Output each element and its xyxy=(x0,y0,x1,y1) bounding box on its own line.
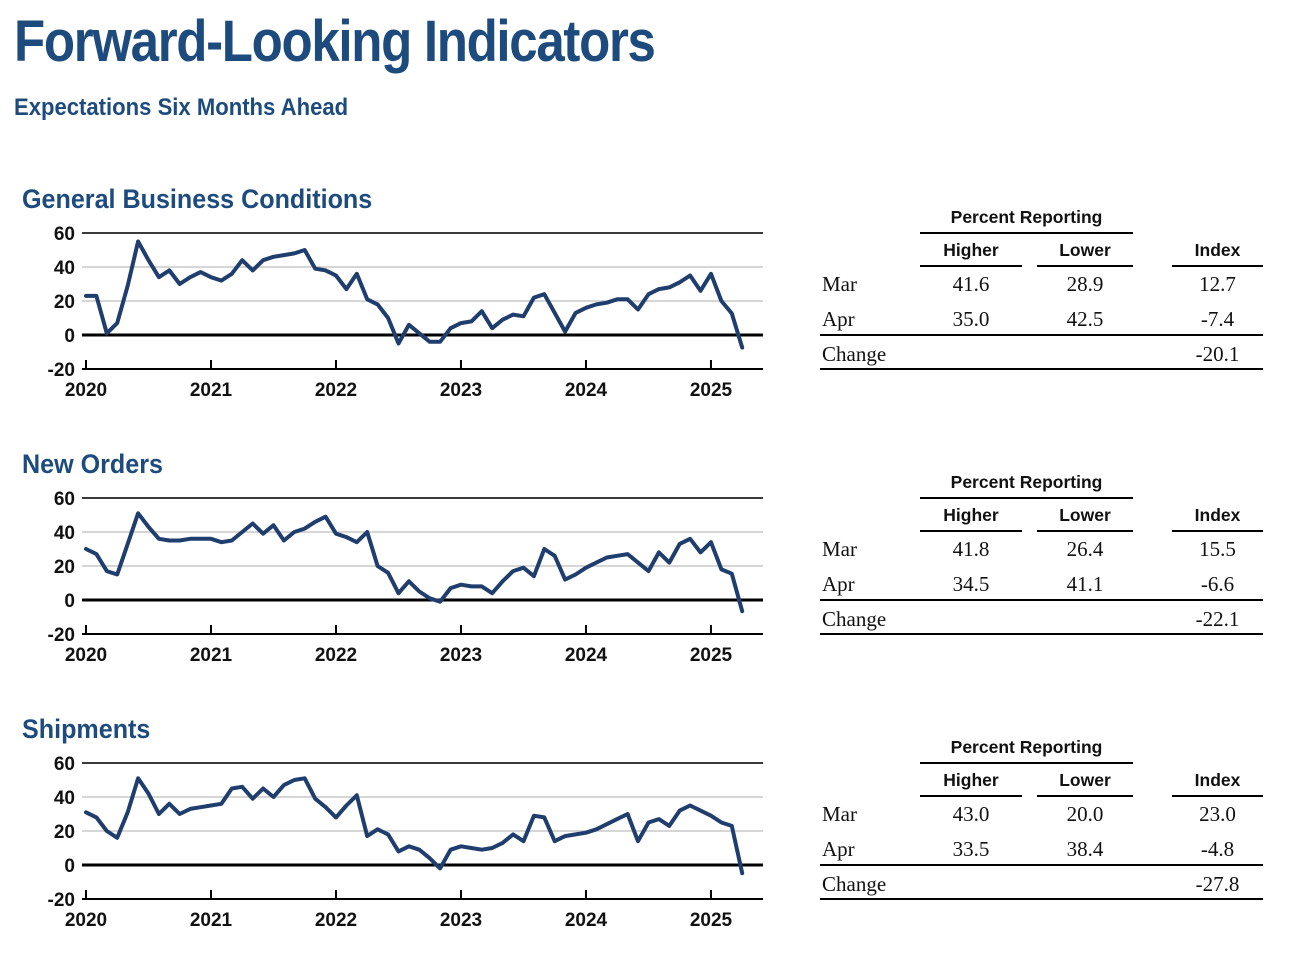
x-axis-label: 2024 xyxy=(564,380,608,401)
section-title-new-orders: New Orders xyxy=(22,449,163,479)
table-general-business-conditions xyxy=(820,205,1263,373)
y-axis-label: -20 xyxy=(47,890,75,911)
cell-apr-index: -4.8 xyxy=(1200,837,1235,861)
rule xyxy=(1172,795,1263,797)
data-line-New Orders xyxy=(86,513,742,611)
y-axis-label: 60 xyxy=(53,754,75,775)
cell-mar-higher: 41.8 xyxy=(952,537,990,561)
col-header-lower: Lower xyxy=(1059,505,1111,525)
cell-mar-lower: 28.9 xyxy=(1066,272,1104,296)
x-axis-label: 2021 xyxy=(189,910,233,931)
rule xyxy=(920,232,1133,234)
rule xyxy=(820,864,1263,866)
x-axis-label: 2025 xyxy=(689,645,733,666)
x-axis-label: 2021 xyxy=(189,380,233,401)
row-label-apr: Apr xyxy=(822,307,855,331)
cell-apr-index: -7.4 xyxy=(1200,307,1235,331)
y-axis-label: 60 xyxy=(53,489,75,510)
rule xyxy=(820,368,1263,370)
rule xyxy=(1037,265,1133,267)
rule xyxy=(920,265,1022,267)
rule xyxy=(820,633,1263,635)
col-header-lower: Lower xyxy=(1059,240,1111,260)
cell-mar-higher: 43.0 xyxy=(952,802,990,826)
rule xyxy=(820,599,1263,601)
y-axis-label: -20 xyxy=(47,360,75,381)
row-label-mar: Mar xyxy=(822,802,857,826)
rule xyxy=(920,497,1133,499)
y-axis-label: 0 xyxy=(64,591,75,612)
cell-mar-index: 15.5 xyxy=(1199,537,1236,561)
cell-apr-index: -6.6 xyxy=(1200,572,1235,596)
rule xyxy=(920,762,1133,764)
y-axis-label: 40 xyxy=(53,788,75,809)
table-group-header: Percent Reporting xyxy=(950,737,1103,757)
rule xyxy=(1037,795,1133,797)
page-subtitle: Expectations Six Months Ahead xyxy=(14,94,349,121)
row-label-apr: Apr xyxy=(822,572,855,596)
line-chart-shipments xyxy=(28,754,778,935)
y-axis-label: 40 xyxy=(53,258,75,279)
line-chart-general-business-conditions xyxy=(28,224,778,405)
table-new-orders xyxy=(820,470,1263,638)
row-label-mar: Mar xyxy=(822,537,857,561)
y-axis-label: 0 xyxy=(64,856,75,877)
rule xyxy=(1172,530,1263,532)
x-axis-label: 2022 xyxy=(314,380,358,401)
rule xyxy=(920,530,1022,532)
x-axis-label: 2020 xyxy=(64,645,108,666)
line-chart-new-orders xyxy=(28,489,778,670)
y-axis-label: 20 xyxy=(53,557,75,578)
y-axis-label: 20 xyxy=(53,822,75,843)
col-header-index: Index xyxy=(1194,770,1241,790)
x-axis-label: 2025 xyxy=(689,380,733,401)
cell-apr-lower: 38.4 xyxy=(1066,837,1104,861)
row-label-change: Change xyxy=(822,607,887,631)
y-axis-label: 60 xyxy=(53,224,75,245)
y-axis-label: -20 xyxy=(47,625,75,646)
cell-apr-higher: 33.5 xyxy=(952,837,990,861)
cell-mar-higher: 41.6 xyxy=(952,272,990,296)
cell-mar-index: 12.7 xyxy=(1199,272,1236,296)
table-group-header: Percent Reporting xyxy=(950,207,1103,227)
section-title-shipments: Shipments xyxy=(22,714,151,744)
x-axis-label: 2020 xyxy=(64,380,108,401)
x-axis-label: 2023 xyxy=(439,645,483,666)
x-axis-label: 2025 xyxy=(689,910,733,931)
cell-apr-lower: 42.5 xyxy=(1066,307,1104,331)
rule xyxy=(1037,530,1133,532)
x-axis-label: 2023 xyxy=(439,910,483,931)
rule xyxy=(920,795,1022,797)
x-axis-label: 2021 xyxy=(189,645,233,666)
table-shipments xyxy=(820,735,1263,903)
col-header-index: Index xyxy=(1194,505,1241,525)
cell-mar-lower: 20.0 xyxy=(1066,802,1104,826)
x-axis-label: 2024 xyxy=(564,910,608,931)
section-title-general-business-conditions: General Business Conditions xyxy=(22,184,373,214)
y-axis-label: 0 xyxy=(64,326,75,347)
page-title: Forward-Looking Indicators xyxy=(14,9,655,74)
rule xyxy=(820,334,1263,336)
cell-mar-index: 23.0 xyxy=(1199,802,1236,826)
data-line-Shipments xyxy=(86,778,742,873)
col-header-index: Index xyxy=(1194,240,1241,260)
cell-change-index: -22.1 xyxy=(1195,607,1240,631)
x-axis-label: 2023 xyxy=(439,380,483,401)
rule xyxy=(1172,265,1263,267)
cell-apr-lower: 41.1 xyxy=(1066,572,1104,596)
col-header-lower: Lower xyxy=(1059,770,1111,790)
cell-apr-higher: 34.5 xyxy=(952,572,990,596)
cell-change-index: -20.1 xyxy=(1195,342,1240,366)
row-label-change: Change xyxy=(822,342,887,366)
col-header-higher: Higher xyxy=(943,240,999,260)
cell-change-index: -27.8 xyxy=(1195,872,1240,896)
y-axis-label: 20 xyxy=(53,292,75,313)
cell-apr-higher: 35.0 xyxy=(952,307,990,331)
y-axis-label: 40 xyxy=(53,523,75,544)
col-header-higher: Higher xyxy=(943,505,999,525)
x-axis-label: 2022 xyxy=(314,645,358,666)
rule xyxy=(820,898,1263,900)
table-group-header: Percent Reporting xyxy=(950,472,1103,492)
x-axis-label: 2024 xyxy=(564,645,608,666)
col-header-higher: Higher xyxy=(943,770,999,790)
x-axis-label: 2022 xyxy=(314,910,358,931)
x-axis-label: 2020 xyxy=(64,910,108,931)
row-label-mar: Mar xyxy=(822,272,857,296)
data-line-General Business Conditions xyxy=(86,242,742,348)
row-label-apr: Apr xyxy=(822,837,855,861)
cell-mar-lower: 26.4 xyxy=(1066,537,1104,561)
row-label-change: Change xyxy=(822,872,887,896)
